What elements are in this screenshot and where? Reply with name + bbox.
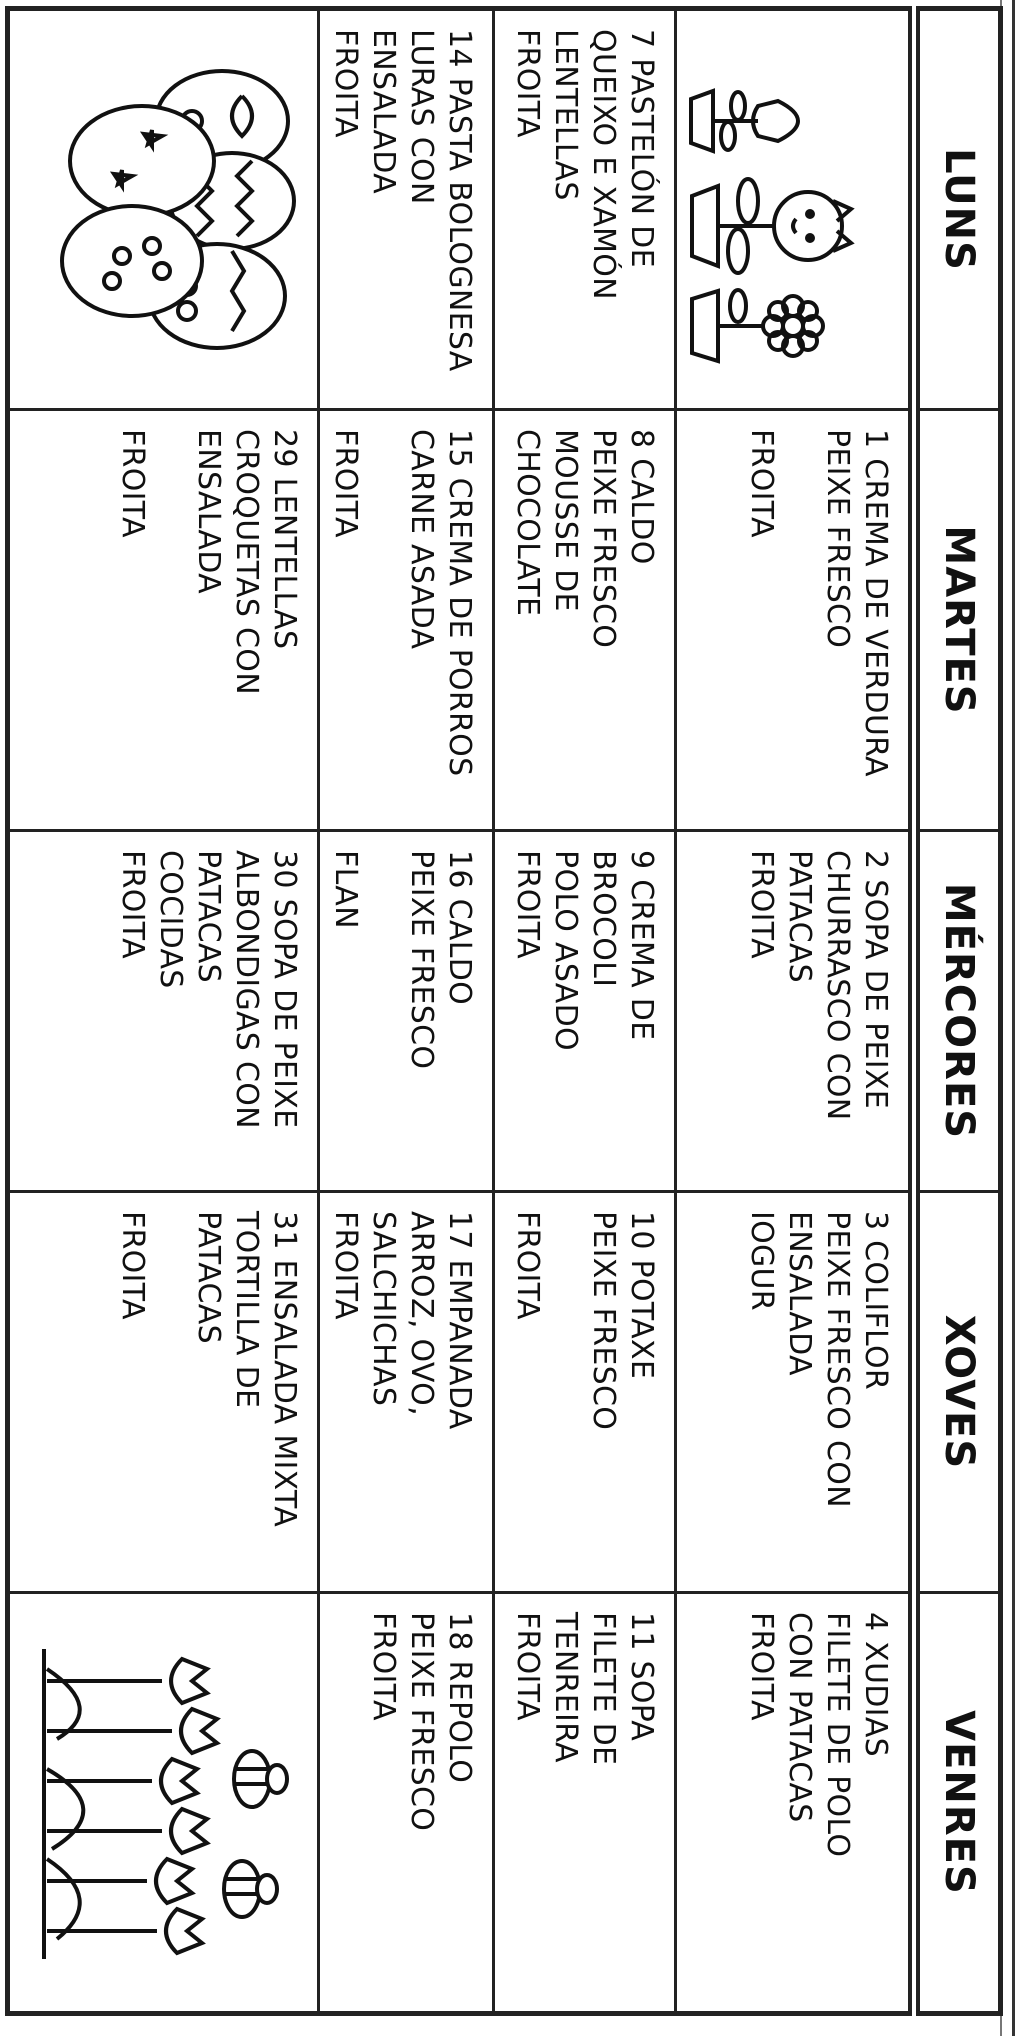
menu-line: 18 REPOLO xyxy=(442,1611,478,1784)
school-menu-table xyxy=(5,6,1003,2016)
menu-line: SALCHICHAS xyxy=(366,1210,402,1407)
menu-line: 9 CREMA DE xyxy=(623,850,659,1041)
header-row xyxy=(914,9,1001,2014)
menu-line: PEIXE FRESCO xyxy=(820,429,855,649)
menu-cell-xoves-3 xyxy=(319,1191,494,1592)
menu-line: CHURRASCO CON xyxy=(820,850,855,1121)
day-header-luns: LUNS xyxy=(914,9,1001,410)
menu-line xyxy=(151,429,189,817)
menu-line: 29 LENTELLAS xyxy=(267,429,303,650)
menu-cell-mercores-2 xyxy=(494,831,676,1192)
week-row-3 xyxy=(319,9,494,2014)
menu-cell-martes-2 xyxy=(494,410,676,831)
menu-line: IOGUR xyxy=(744,1210,779,1311)
menu-line: 4 XUDIAS xyxy=(858,1611,893,1757)
menu-line: PEIXE FRESCO xyxy=(404,850,440,1070)
menu-line: FROITA xyxy=(328,429,364,538)
menu-line xyxy=(326,1612,364,1999)
menu-line: CHOCOLATE xyxy=(509,429,545,617)
day-header-martes: MARTES xyxy=(914,410,1001,831)
menu-line: PEIXE FRESCO xyxy=(585,1210,621,1431)
menu-cell-mercores-1 xyxy=(675,831,914,1192)
menu-line xyxy=(546,1211,584,1579)
menu-line: FROITA xyxy=(744,850,779,959)
menu-line: TENREIRA xyxy=(547,1611,583,1763)
menu-line: QUEIXO E XAMÓN xyxy=(585,29,621,300)
menu-line xyxy=(780,429,818,817)
flower-pots-icon xyxy=(688,61,888,391)
menu-line: LENTELLAS xyxy=(547,29,583,201)
menu-line: FROITA xyxy=(366,1611,402,1721)
week-row-1 xyxy=(675,9,914,2014)
menu-line: LURAS CON xyxy=(404,29,440,205)
menu-line: ALBONDIGAS CON xyxy=(229,850,265,1129)
menu-line: FROITA xyxy=(509,1210,545,1320)
menu-line: POLO ASADO xyxy=(547,850,583,1051)
week-row-2 xyxy=(494,9,676,2014)
menu-line: 16 CALDO xyxy=(442,850,478,1006)
menu-line: 30 SOPA DE PEIXE xyxy=(267,850,303,1129)
menu-cell-venres-3 xyxy=(319,1592,494,2013)
menu-line: PATACAS xyxy=(191,1210,227,1344)
easter-eggs-icon xyxy=(52,51,302,381)
day-header-xoves: XOVES xyxy=(914,1191,1001,1592)
menu-line: 17 EMPANADA xyxy=(442,1210,478,1430)
menu-line: 11 SOPA xyxy=(623,1611,659,1742)
menu-line: COCIDAS xyxy=(153,850,189,989)
flower-pots-cell xyxy=(675,9,914,410)
menu-line: FROITA xyxy=(509,1611,545,1721)
menu-line: FROITA xyxy=(744,429,779,538)
menu-line: ARROZ, OVO, xyxy=(404,1210,440,1416)
menu-line: PEIXE FRESCO xyxy=(404,1611,440,1832)
menu-line: CARNE ASADA xyxy=(404,429,440,650)
day-header-venres: VENRES xyxy=(914,1592,1001,2013)
menu-line: 14 PASTA BOLOGNESA xyxy=(442,29,478,372)
menu-line: BROCOLI xyxy=(585,850,621,988)
menu-line: 1 CREMA DE VERDURA xyxy=(858,429,893,777)
easter-eggs-cell xyxy=(8,9,319,410)
menu-line: FILETE DE POLO xyxy=(820,1611,855,1858)
menu-cell-xoves-2 xyxy=(494,1191,676,1592)
menu-line: 10 POTAXE xyxy=(623,1210,659,1380)
tulips-cell xyxy=(8,1592,319,2013)
menu-line: FROITA xyxy=(509,850,545,959)
menu-line: 3 COLIFLOR xyxy=(858,1210,893,1391)
menu-line: FROITA xyxy=(328,29,364,138)
menu-line: PATACAS xyxy=(191,850,227,984)
day-header-mercores: MÉRCORES xyxy=(914,831,1001,1192)
menu-line: FROITA xyxy=(115,429,151,538)
menu-line: FROITA xyxy=(509,29,545,138)
menu-line: CON PATACAS xyxy=(782,1611,817,1823)
menu-cell-mercores-3 xyxy=(319,831,494,1192)
menu-cell-xoves-4 xyxy=(8,1191,319,1592)
tulips-and-bees-icon xyxy=(32,1629,302,1989)
menu-line: 2 SOPA DE PEIXE xyxy=(858,850,893,1110)
week-row-4 xyxy=(8,9,319,2014)
menu-line: 7 PASTELÓN DE xyxy=(623,29,659,268)
menu-line: FROITA xyxy=(115,1210,151,1320)
menu-line: FROITA xyxy=(328,1210,364,1320)
menu-line: 31 ENSALADA MIXTA xyxy=(267,1210,303,1528)
menu-line xyxy=(364,429,402,817)
menu-line: ENSALADA xyxy=(191,429,227,594)
menu-cell-luns-3 xyxy=(319,9,494,410)
menu-line: 15 CREMA DE PORROS xyxy=(442,429,478,777)
menu-line: FLAN xyxy=(328,850,364,929)
menu-line: PEIXE FRESCO CON xyxy=(820,1210,855,1508)
menu-cell-xoves-1 xyxy=(675,1191,914,1592)
menu-line xyxy=(364,850,402,1178)
menu-line: 8 CALDO xyxy=(623,429,659,565)
menu-line: PATACAS xyxy=(782,850,817,984)
menu-cell-venres-2 xyxy=(494,1592,676,2013)
menu-line: MOUSSE DE xyxy=(547,429,583,612)
menu-line: CROQUETAS CON xyxy=(229,429,265,695)
menu-cell-martes-4 xyxy=(8,410,319,831)
menu-cell-martes-1 xyxy=(675,410,914,831)
menu-cell-venres-1 xyxy=(675,1592,914,2013)
menu-line: FROITA xyxy=(744,1611,779,1721)
menu-line: FILETE DE xyxy=(585,1611,621,1766)
menu-cell-mercores-4 xyxy=(8,831,319,1192)
menu-line: PEIXE FRESCO xyxy=(585,429,621,649)
menu-line: ENSALADA xyxy=(366,29,402,194)
menu-line: FROITA xyxy=(115,850,151,959)
menu-line xyxy=(151,1211,189,1579)
menu-line: ENSALADA xyxy=(782,1210,817,1376)
menu-cell-martes-3 xyxy=(319,410,494,831)
menu-cell-luns-2 xyxy=(494,9,676,410)
menu-line: TORTILLA DE xyxy=(229,1210,265,1409)
